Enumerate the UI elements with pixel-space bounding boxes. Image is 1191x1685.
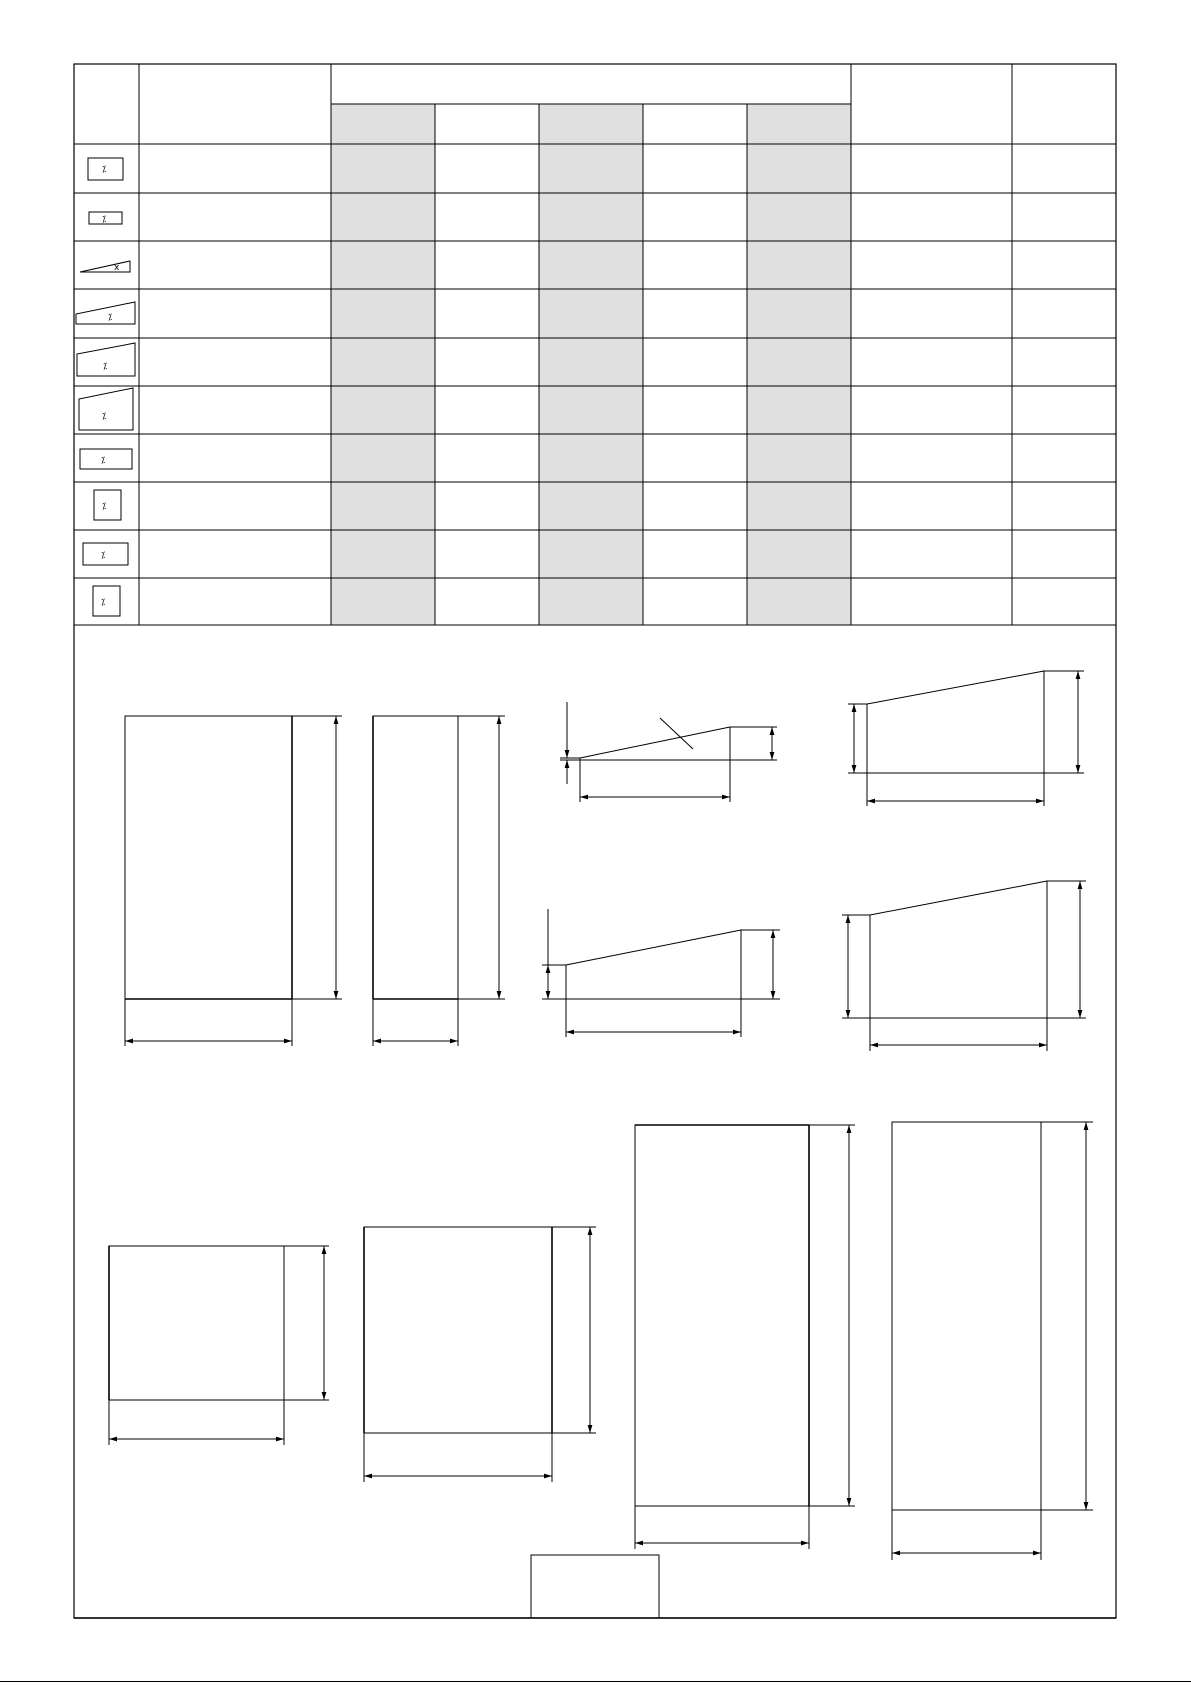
svg-text:⁒: ⁒ — [101, 551, 106, 561]
trapezoid-panel-drawing-2 — [842, 881, 1086, 1051]
wide-rectangle-glass-icon — [80, 449, 132, 469]
title-box — [531, 1555, 659, 1618]
svg-text:⁒: ⁒ — [102, 502, 107, 512]
tall-trapezoid-glass-icon — [79, 388, 133, 430]
flat-rectangle-glass-icon — [89, 212, 122, 225]
low-trapezoid-glass-icon — [76, 302, 135, 324]
landscape-rectangle-panel-drawing — [109, 1246, 329, 1445]
tall-rectangle-panel-drawing — [125, 716, 342, 1046]
small-square-glass-icon — [93, 586, 120, 616]
svg-text:⁒: ⁒ — [102, 165, 107, 175]
svg-text:⁒: ⁒ — [108, 313, 113, 323]
rectangle-glass-icon — [88, 158, 123, 180]
page-footer-line — [0, 1681, 1191, 1682]
tall-portrait-panel-drawing — [635, 1125, 855, 1549]
low-wedge-panel-drawing — [542, 909, 780, 1037]
landscape-rectangle-glass-icon — [83, 543, 128, 565]
svg-text:x: x — [114, 263, 120, 273]
square-panel-drawing — [364, 1227, 596, 1482]
trapezoid-glass-icon — [77, 343, 135, 376]
wedge-panel-drawing — [560, 702, 777, 802]
trapezoid-panel-drawing — [848, 671, 1084, 806]
row-icons — [76, 158, 135, 616]
svg-text:⁒: ⁒ — [101, 456, 106, 466]
wedge-glass-icon — [80, 261, 130, 273]
svg-text:⁒: ⁒ — [101, 598, 106, 608]
svg-text:⁒: ⁒ — [102, 215, 107, 225]
square-glass-icon — [94, 490, 121, 520]
shaded-columns — [331, 104, 851, 625]
svg-text:⁒: ⁒ — [102, 412, 107, 422]
specification-table — [74, 64, 1116, 1618]
narrow-rectangle-panel-drawing — [373, 716, 505, 1046]
tallest-portrait-panel-drawing — [892, 1122, 1093, 1560]
svg-text:⁒: ⁒ — [103, 362, 108, 372]
